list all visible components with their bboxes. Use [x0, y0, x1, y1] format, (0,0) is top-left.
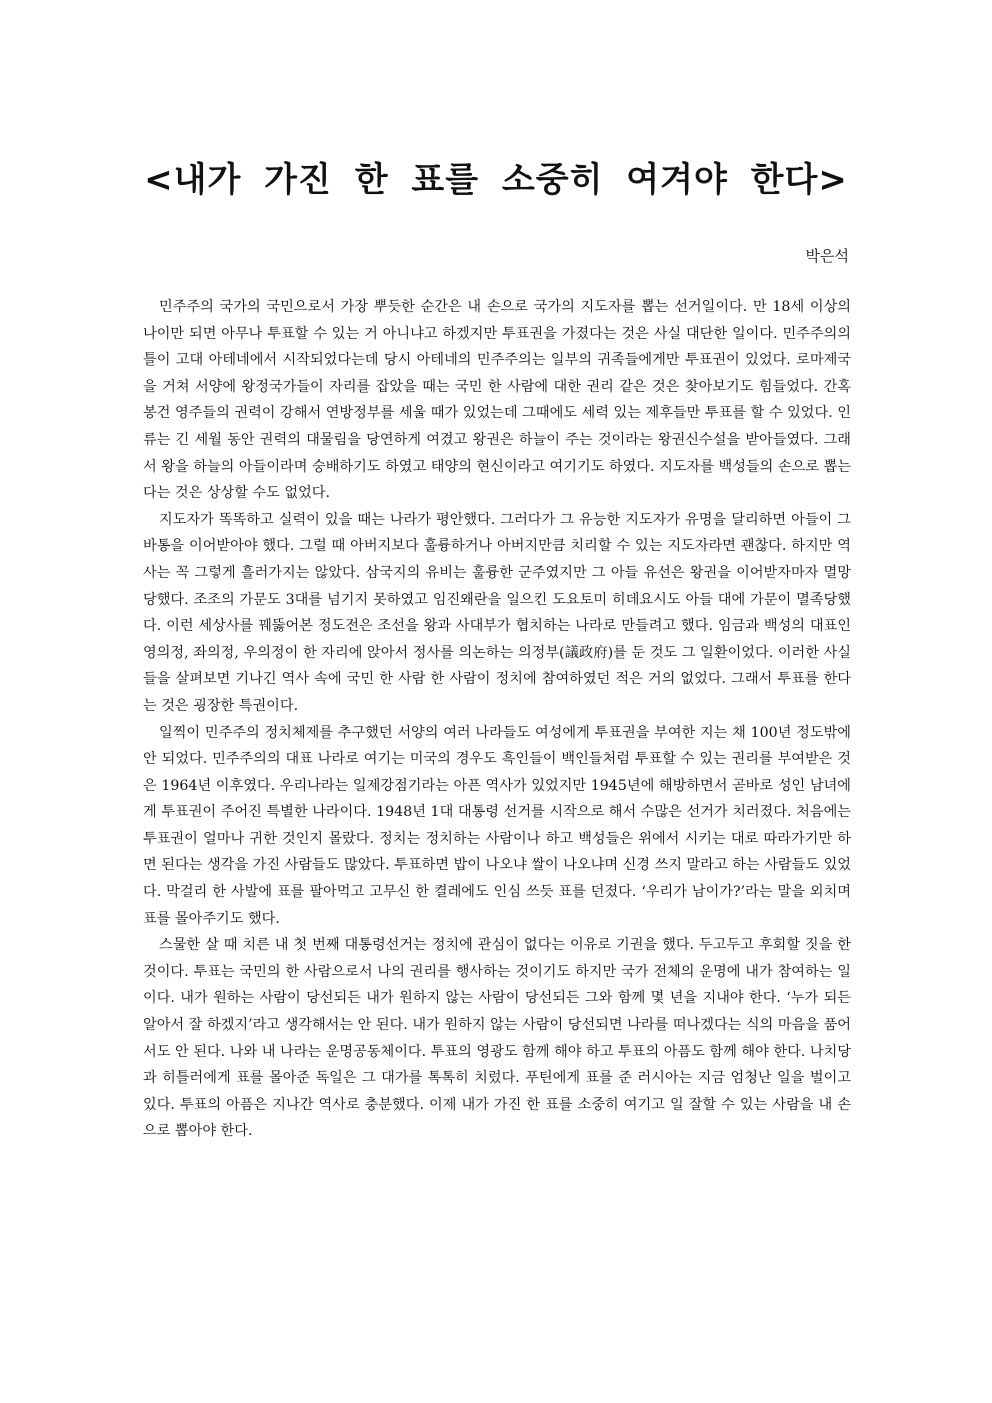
paragraph-1: 민주주의 국가의 국민으로서 가장 뿌듯한 순간은 내 손으로 국가의 지도자를 뽑는 선거일이다. 만 18세 이상의 나이만 되면 아무나 투표할 수 있는 거 아니냐고 하겠지만 투표권을 가졌다는 것은 사실 대단한 일이다. 민주주의의 틀이 고대 아테네에서 시작되었다는데 당시 아테네의 민주주의는 일부의 귀족들에게만 투표권이 있었다. 로마제국을 거쳐 서양에 왕정국가들이 자리를 잡았을 때는 국민 한 사람에 대한 권리 같은 것은 찾아보기도 힘들었다. 간혹 봉건 영주들의 권력이 강해서 연방정부를 세울 때가 있었는데 그때에도 세력 있는 제후들만 투표를 할 수 있었다. 인류는 긴 세월 동안 권력의 대물림을 당연하게 여겼고 왕권은 하늘이 주는 것이라는 왕권신수설을 받아들였다. 그래서 왕을 하늘의 아들이라며 숭배하기도 하였고 태양의 현신이라고 여기기도 하였다. 지도자를 백성들의 손으로 뽑는다는 것은 상상할 수도 없었다. [143, 299, 851, 502]
paragraph-2: 지도자가 똑똑하고 실력이 있을 때는 나라가 평안했다. 그러다가 그 유능한 지도자가 유명을 달리하면 아들이 그 바통을 이어받아야 했다. 그럴 때 아버지보다 훌륭하거나 아버지만큼 치리할 수 있는 지도자라면 괜찮다. 하지만 역사는 꼭 그렇게 흘러가지는 않았다. 삼국지의 유비는 훌륭한 군주였지만 그 아들 유선은 왕권을 이어받자마자 멸망당했다. 조조의 가문도 3대를 넘기지 못하였고 임진왜란을 일으킨 도요토미 히데요시도 아들 대에 가문이 멸족당했다. 이런 세상사를 꿰뚫어본 정도전은 조선을 왕과 사대부가 협치하는 나라로 만들려고 했다. 임금과 백성의 대표인 영의정, 좌의정, 우의정이 한 자리에 앉아서 정사를 의논하는 의정부(議政府)를 둔 것도 그 일환이었다. 이러한 사실들을 살펴보면 기나긴 역사 속에 국민 한 사람 한 사람이 정치에 참여하였던 적은 거의 없었다. 그래서 투표를 한다는 것은 굉장한 특권이다. [143, 511, 851, 714]
essay-body [143, 294, 851, 1145]
author-name: 박은석 [805, 247, 849, 265]
page-title: <내가 가진 한 표를 소중히 여겨야 한다> [144, 160, 848, 200]
paragraph-3: 일찍이 민주주의 정치체제를 추구했던 서양의 여러 나라들도 여성에게 투표권을 부여한 지는 채 100년 정도밖에 안 되었다. 민주주의의 대표 나라로 여기는 미국의 경우도 흑인들이 백인들처럼 투표할 수 있는 권리를 부여받은 것은 1964년 이후였다. 우리나라는 일제강점기라는 아픈 역사가 있었지만 1945년에 해방하면서 곧바로 성인 남녀에게 투표권이 주어진 특별한 나라이다. 1948년 1대 대통령 선거를 시작으로 해서 수많은 선거가 치러졌다. 처음에는 투표권이 얼마나 귀한 것인지 몰랐다. 정치는 정치하는 사람이나 하고 백성들은 위에서 시키는 대로 따라가기만 하면 된다는 생각을 가진 사람들도 많았다. 투표하면 밥이 나오냐 쌀이 나오냐며 신경 쓰지 말라고 하는 사람들도 있었다. 막걸리 한 사발에 표를 팔아먹고 고무신 한 켤레에도 인심 쓰듯 표를 던졌다. ‘우리가 남이가?’라는 말을 외치며 표를 몰아주기도 했다. [143, 724, 851, 927]
paragraph-4: 스물한 살 때 치른 내 첫 번째 대통령선거는 정치에 관심이 없다는 이유로 기권을 했다. 두고두고 후회할 짓을 한 것이다. 투표는 국민의 한 사람으로서 나의 권리를 행사하는 것이기도 하지만 국가 전체의 운명에 내가 참여하는 일이다. 내가 원하는 사람이 당선되든 내가 원하지 않는 사람이 당선되든 그와 함께 몇 년을 지내야 한다. ‘누가 되든 알아서 잘 하겠지’라고 생각해서는 안 된다. 내가 원하지 않는 사람이 당선되면 나라를 떠나겠다는 식의 마음을 품어서도 안 된다. 나와 내 나라는 운명공동체이다. 투표의 영광도 함께 해야 하고 투표의 아픔도 함께 해야 한다. 나치당과 히틀러에게 표를 몰아준 독일은 그 대가를 톡톡히 치렀다. 푸틴에게 표를 준 러시아는 지금 엄청난 일을 벌이고 있다. 투표의 아픔은 지나간 역사로 충분했다. 이제 내가 가진 한 표를 소중히 여기고 일 잘할 수 있는 사람을 내 손으로 뽑아야 한다. [143, 937, 851, 1140]
